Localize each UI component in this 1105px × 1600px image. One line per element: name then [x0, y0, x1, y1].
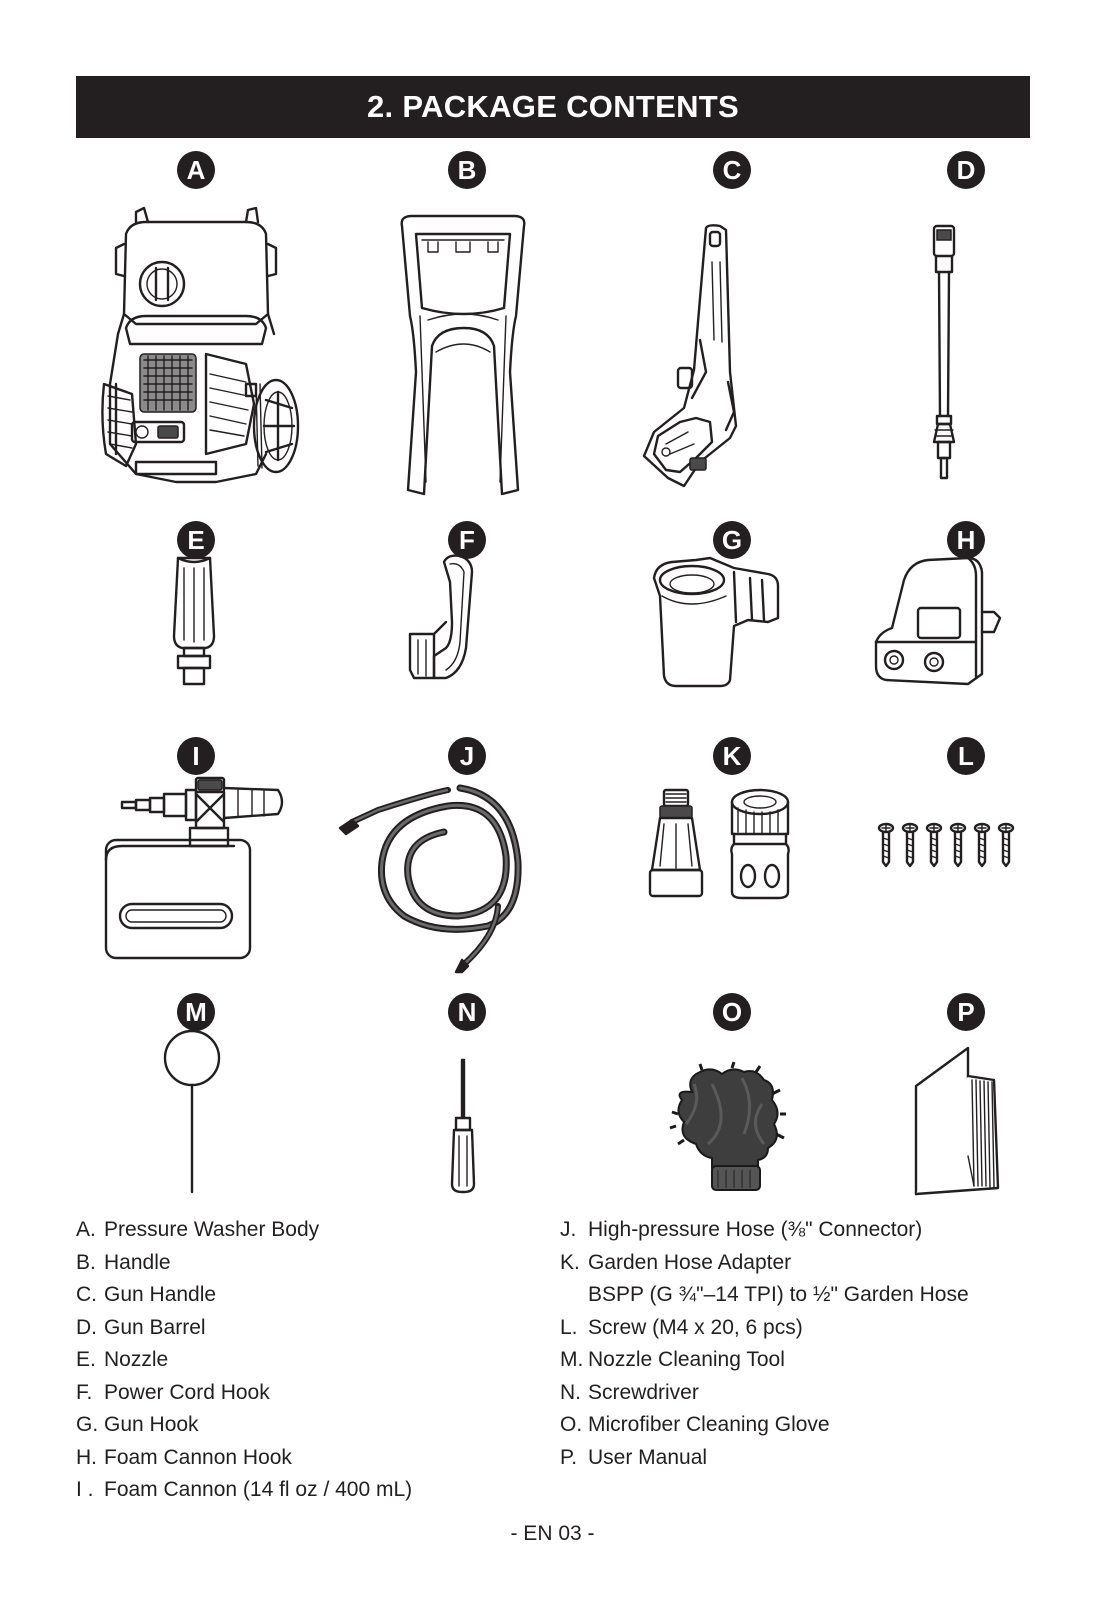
item-k-badge: K: [713, 737, 751, 775]
item-m-badge: M: [177, 993, 215, 1031]
legend-key: L.: [560, 1315, 578, 1339]
foam-cannon-icon: [104, 772, 288, 964]
nozzle-cleaning-tool-icon: [160, 1028, 226, 1194]
legend-item-g: [76, 1409, 412, 1442]
item-n-badge: N: [448, 993, 486, 1031]
legend-item-a: [76, 1214, 412, 1247]
legend-key: C.: [76, 1283, 97, 1306]
legend-key: D.: [76, 1315, 97, 1339]
legend-text: Nozzle: [104, 1348, 169, 1371]
legend-key: E.: [76, 1348, 96, 1371]
item-j-badge: J: [448, 737, 486, 775]
garden-hose-adapter-icon: [646, 784, 796, 902]
legend-text: Foam Cannon (14 fl oz / 400 mL): [104, 1478, 413, 1501]
item-a-badge: A: [177, 151, 215, 189]
nozzle-icon: [166, 554, 222, 688]
screwdriver-icon: [448, 1058, 478, 1194]
legend-item-p: [560, 1442, 969, 1475]
gun-hook-icon: [650, 556, 782, 688]
power-cord-hook-icon: [406, 552, 478, 682]
item-o-badge: O: [713, 993, 751, 1031]
user-manual-icon: [910, 1046, 1004, 1196]
legend-item-d: [76, 1312, 412, 1345]
legend-text: Nozzle Cleaning Tool: [588, 1348, 785, 1371]
legend-text: Garden Hose Adapter: [588, 1250, 792, 1274]
legend-key: H.: [76, 1445, 97, 1469]
legend-key: B.: [76, 1250, 96, 1274]
legend-item-b: [76, 1247, 412, 1280]
item-b-badge: B: [448, 151, 486, 189]
legend-text: Screwdriver: [588, 1380, 699, 1404]
legend-text: Foam Cannon Hook: [104, 1445, 292, 1469]
legend-right: [560, 1214, 969, 1474]
screws-icon: [876, 822, 1012, 868]
legend-key: A.: [76, 1218, 96, 1241]
legend-key: K.: [560, 1250, 580, 1274]
foam-cannon-hook-icon: [872, 556, 1006, 686]
item-d-badge: D: [947, 151, 985, 189]
cleaning-glove-icon: [672, 1064, 788, 1192]
legend-text: Gun Hook: [104, 1413, 199, 1436]
legend-item-i: [76, 1474, 412, 1507]
item-f-badge: F: [448, 521, 486, 559]
legend-item-k-detail: [560, 1279, 969, 1312]
handle-icon: [398, 212, 528, 502]
legend-text: Power Cord Hook: [104, 1380, 270, 1404]
legend-key: I .: [76, 1478, 94, 1501]
legend-key: J.: [560, 1218, 577, 1241]
legend-key: G.: [76, 1413, 99, 1436]
legend-key: M.: [560, 1348, 584, 1371]
legend-item-j: [560, 1214, 969, 1247]
legend-item-k: [560, 1247, 969, 1280]
legend-item-c: [76, 1279, 412, 1312]
legend-item-o: [560, 1409, 969, 1442]
legend-key: O.: [560, 1413, 583, 1436]
legend-item-l: [560, 1312, 969, 1345]
item-l-badge: L: [947, 737, 985, 775]
gun-handle-icon: [640, 222, 750, 490]
legend-text: Microfiber Cleaning Glove: [588, 1413, 830, 1436]
legend-item-f: [76, 1377, 412, 1410]
gun-barrel-icon: [926, 222, 962, 484]
legend-key: N.: [560, 1380, 581, 1404]
page-number: - EN 03 -: [510, 1522, 595, 1545]
legend-item-n: [560, 1377, 969, 1410]
item-e-badge: E: [177, 521, 215, 559]
section-title: 2. PACKAGE CONTENTS: [76, 76, 1030, 138]
legend-left: [76, 1214, 412, 1507]
legend-text: Pressure Washer Body: [104, 1218, 320, 1241]
legend-text: Gun Barrel: [104, 1315, 206, 1339]
legend-text: Handle: [104, 1250, 171, 1274]
legend-key: [560, 1279, 588, 1312]
item-h-badge: H: [947, 521, 985, 559]
legend-key: F.: [76, 1380, 93, 1404]
legend-text: Screw (M4 x 20, 6 pcs): [588, 1315, 803, 1339]
legend-text: BSPP (G ¾"–14 TPI) to ½" Garden Hose: [588, 1283, 969, 1306]
item-i-badge: I: [177, 737, 215, 775]
item-c-badge: C: [713, 151, 751, 189]
legend-text: User Manual: [588, 1445, 708, 1469]
legend-key: P.: [560, 1445, 578, 1469]
item-g-badge: G: [713, 521, 751, 559]
legend-item-m: [560, 1344, 969, 1377]
item-p-badge: P: [947, 993, 985, 1031]
high-pressure-hose-icon: [338, 776, 534, 972]
legend-item-e: [76, 1344, 412, 1377]
legend-text: High-pressure Hose (⅜" Connector): [588, 1218, 923, 1241]
pressure-washer-body-icon: [96, 204, 296, 494]
legend-text: Gun Handle: [104, 1283, 217, 1306]
legend-item-h: [76, 1442, 412, 1475]
